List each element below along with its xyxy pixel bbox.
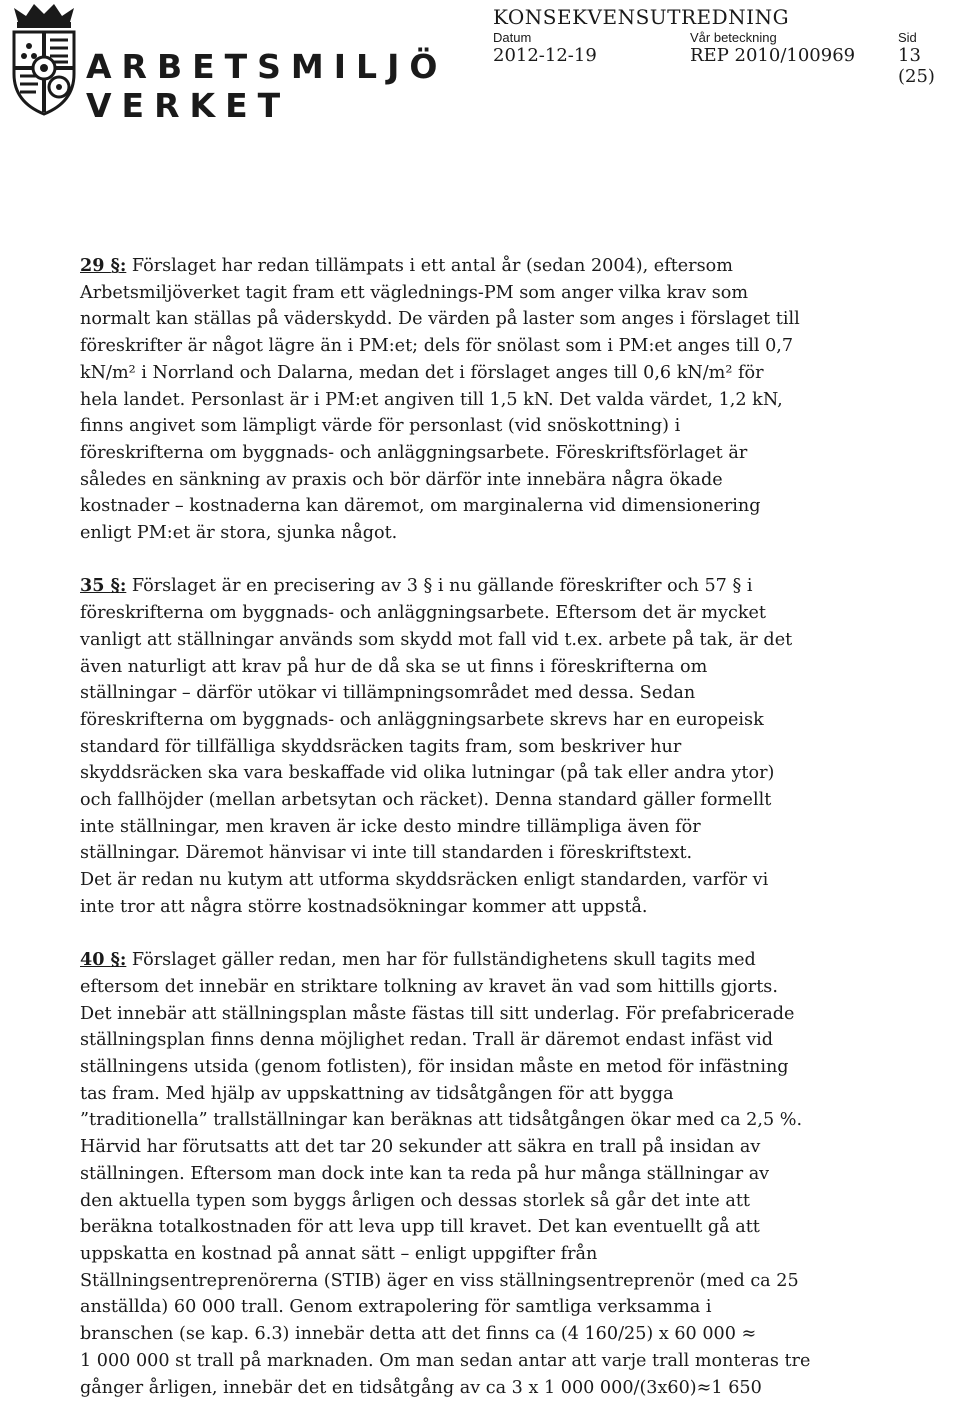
paragraph-section-29 <box>80 253 940 547</box>
date-label: Datum <box>493 30 532 45</box>
reference-label: Vår beteckning <box>690 30 777 45</box>
section-ref: 40 §: <box>80 949 127 971</box>
section-ref: 35 §: <box>80 575 127 597</box>
page-value: 13 (25) <box>898 45 935 87</box>
document-type: KONSEKVENSUTREDNING <box>493 5 790 29</box>
section-ref: 29 §: <box>80 255 127 276</box>
paragraph-text: Förslaget har redan tillämpats i ett antal år (sedan 2004), eftersom Arbetsmiljöverket tagit fram ett väglednings-PM som anger vilka krav som normalt kan ställas på väderskydd. De värden på laster som anges i förslaget till föreskrifter är något lägre än i PM:et; dels för snölast som i PM:et anges till 0,7 kN/m² i Norrland och Dalarna, medan det i förslaget anges till 0,6 kN/m² för hela landet. Personlast är i PM:et angiven till 1,5 kN. Det valda värdet, 1,2 kN, finns angivet som lämpligt värde för personlast (vid snöskottning) i föreskrifterna om byggnads- och anläggningsarbete. Föreskriftsförlaget är således en sänkning av praxis och bör därför inte innebära några ökade kostnader – kostnaderna kan däremot, om marginalerna vid dimensionering enligt PM:et är stora, sjunka något. <box>80 256 800 544</box>
org-name-line-2: VERKET <box>86 86 291 125</box>
paragraph-text: Förslaget är en precisering av 3 § i nu gällande föreskrifter och 57 § i föreskrifterna om byggnads- och anläggningsarbete. Eftersom det är mycket vanligt att ställningar används som skydd mot fall vid t.ex. arbete på tak, är det även naturligt att krav på hur de då ska se ut finns i föreskrifterna om ställningar – därför utökar vi tillämpningsområdet med dessa. Sedan föreskrifterna om byggnads- och anläggningsarbete skrevs har en europeisk standard för tillfälliga skyddsräcken tagits fram, som beskriver hur skyddsräcken ska vara beskaffade vid olika lutningar (på tak eller andra ytor) och fallhöjder (mellan arbetsytan och räcket). Denna standard gäller formellt inte ställningar, men kraven är icke desto mindre tillämpliga även för ställningar. Däremot hänvisar vi inte till standarden i föreskriftstext. Det är redan nu kutym att utforma skyddsräcken enligt standarden, varför vi inte tror att några större kostnadsökningar kommer att uppstå. <box>80 576 793 917</box>
reference-value: REP 2010/100969 <box>690 45 856 66</box>
paragraph-section-35 <box>80 573 940 920</box>
arbetsmiljoverket-logo <box>4 2 84 124</box>
paragraph-section-40 <box>80 947 940 1401</box>
date-value: 2012-12-19 <box>493 45 597 66</box>
paragraph-text: Förslaget gäller redan, men har för fullständighetens skull tagits med eftersom det innebär en striktare tolkning av kravet än vad som hittills gjorts. Det innebär att ställningsplan måste fästas till sitt underlag. För prefabricerade ställningsplan finns denna möjlighet redan. Trall är däremot endast infäst vid ställningens utsida (genom fotlisten), för insidan måste en metod för infästning tas fram. Med hjälp av uppskattning av tidsåtgången för att bygga ”traditionella” trallställningar kan beräknas att tidsåtgången ökar med ca 2,5 %. Härvid har förutsatts att det tar 20 sekunder att säkra en trall på insidan av ställningen. Eftersom man dock inte kan ta reda på hur många ställningar av den aktuella typen som byggs årligen och dessas storlek så går det inte att beräkna totalkostnaden för att leva upp till kravet. Det kan eventuellt gå att uppskatta en kostnad på annat sätt – enligt uppgifter från Ställningsentreprenörerna (STIB) äger en viss ställningsentreprenör (med ca 25 anställda) 60 000 trall. Genom extrapolering för samtliga verksamma i branschen (se kap. 6.3) innebär detta att det finns ca (4 160/25) x 60 000 ≈ 1 000 000 st trall på marknaden. Om man sedan antar att varje trall monteras tre gånger årligen, innebär det en tidsåtgång av ca 3 x 1 000 000/(3x60)≈1 650 <box>80 950 811 1398</box>
page-label: Sid <box>898 30 917 45</box>
coat-of-arms-icon <box>4 2 84 124</box>
document-body <box>80 253 940 1428</box>
org-name-line-1: ARBETSMILJÖ <box>86 47 448 86</box>
